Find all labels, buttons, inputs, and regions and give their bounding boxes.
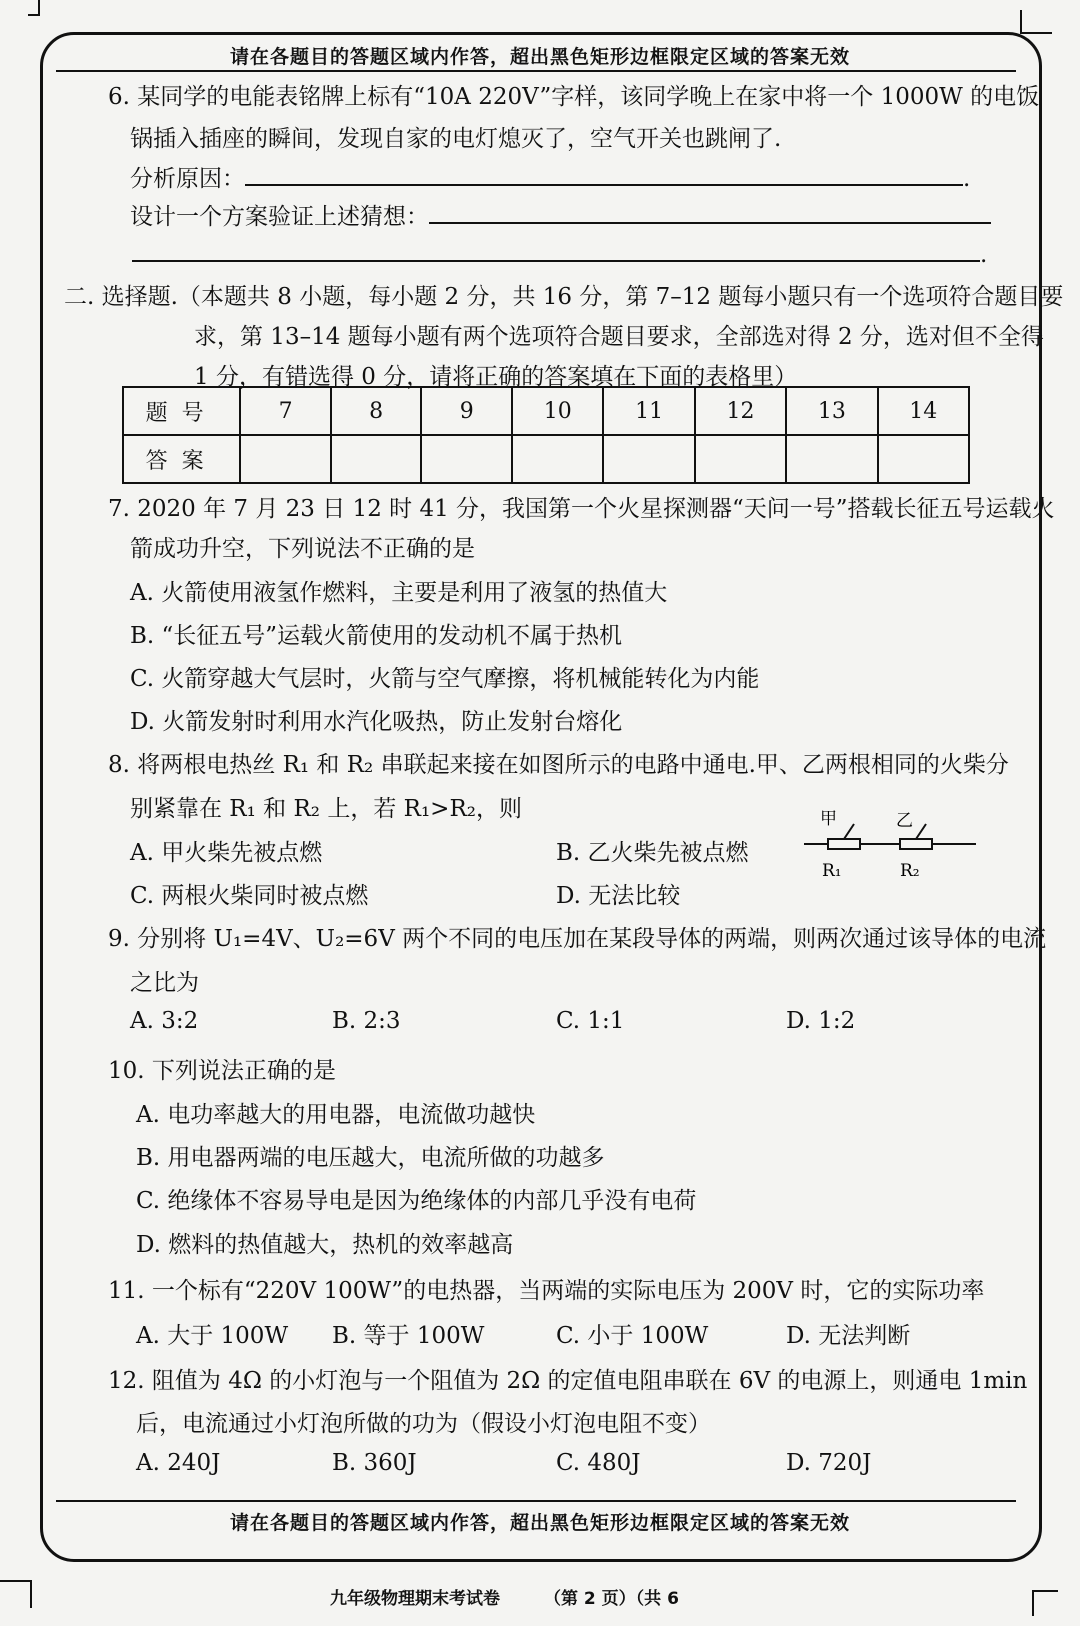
q6-design-blank-2[interactable] — [132, 238, 980, 262]
q9-option-c: C. 1:1 — [556, 1008, 625, 1034]
answer-table-number: 12 — [695, 387, 786, 435]
crop-mark-bottom-left — [0, 1580, 32, 1608]
period: . — [963, 166, 971, 192]
answer-cell[interactable] — [331, 435, 422, 483]
q11-option-b: B. 等于 100W — [332, 1323, 485, 1349]
answer-table-number: 9 — [421, 387, 512, 435]
answer-cell[interactable] — [695, 435, 786, 483]
answer-table-label-answer: 答案 — [123, 435, 240, 483]
answer-table-number: 14 — [878, 387, 969, 435]
q11-option-d: D. 无法判断 — [786, 1323, 911, 1349]
section2-line-3: 1 分，有错选得 0 分，请将正确的答案填在下面的表格里） — [194, 364, 798, 390]
answer-table-number: 10 — [512, 387, 603, 435]
q10-option-c: C. 绝缘体不容易导电是因为绝缘体的内部几乎没有电荷 — [136, 1188, 697, 1214]
q6-prompt-design-label: 设计一个方案验证上述猜想： — [130, 204, 429, 230]
q6-design-blank[interactable] — [429, 200, 991, 224]
crop-mark-top-right — [1020, 10, 1052, 34]
q7-line-2: 箭成功升空，下列说法不正确的是 — [130, 536, 475, 562]
answer-table-row-answers — [123, 435, 969, 483]
q6-prompt-reason — [130, 160, 970, 193]
label-r2: R₂ — [900, 861, 920, 881]
q11-option-c: C. 小于 100W — [556, 1323, 709, 1349]
q9-option-a: A. 3:2 — [130, 1008, 199, 1034]
label-yi: 乙 — [896, 811, 913, 831]
crop-mark-bottom-right — [1032, 1590, 1058, 1616]
q9-line-2: 之比为 — [130, 970, 199, 996]
footer-page: （第 2 页）（共 6 — [544, 1589, 679, 1609]
answer-table-number: 8 — [331, 387, 422, 435]
q8-option-d: D. 无法比较 — [556, 883, 681, 909]
q12-line-2: 后，电流通过小灯泡所做的功为（假设小灯泡电阻不变） — [136, 1411, 711, 1437]
frame-top-divider — [56, 70, 1016, 72]
q11-option-a: A. 大于 100W — [136, 1323, 289, 1349]
crop-mark-top-left — [28, 0, 40, 16]
q10-option-b: B. 用电器两端的电压越大，电流所做的功越多 — [136, 1145, 605, 1171]
answer-table — [122, 386, 970, 484]
q6-extra-line — [132, 238, 987, 268]
q7-option-b: B. “长征五号”运载火箭使用的发动机不属于热机 — [130, 623, 623, 649]
q6-reason-blank[interactable] — [245, 162, 963, 186]
notice-bottom: 请在各题目的答题区域内作答，超出黑色矩形边框限定区域的答案无效 — [229, 1512, 850, 1534]
q8-option-c: C. 两根火柴同时被点燃 — [130, 883, 369, 909]
match-jia — [844, 824, 854, 839]
resistor-r2 — [900, 839, 932, 849]
q9-line-1: 9. 分别将 U₁=4V、U₂=6V 两个不同的电压加在某段导体的两端，则两次通过该导体的电流 — [108, 926, 1047, 952]
page-footer — [330, 1584, 723, 1609]
label-jia: 甲 — [820, 809, 837, 829]
q7-option-a: A. 火箭使用液氢作燃料，主要是利用了液氢的热值大 — [130, 580, 668, 606]
q8-circuit-figure — [800, 808, 980, 888]
q8-line-1: 8. 将两根电热丝 R₁ 和 R₂ 串联起来接在如图所示的电路中通电.甲、乙两根相同的火柴分 — [108, 752, 1009, 778]
label-r1: R₁ — [822, 861, 842, 881]
answer-table-row-numbers — [123, 387, 969, 435]
answer-cell[interactable] — [240, 435, 331, 483]
q12-line-1: 12. 阻值为 4Ω 的小灯泡与一个阻值为 2Ω 的定值电阻串联在 6V 的电源上，则通电 1min — [108, 1368, 1028, 1394]
q12-option-c: C. 480J — [556, 1450, 641, 1476]
q7-option-d: D. 火箭发射时利用水汽化吸热，防止发射台熔化 — [130, 709, 623, 735]
frame-bottom-divider — [56, 1500, 1016, 1502]
q7-option-c: C. 火箭穿越大气层时，火箭与空气摩擦，将机械能转化为内能 — [130, 666, 760, 692]
section2-line-1: 二. 选择题.（本题共 8 小题，每小题 2 分，共 16 分，第 7–12 题每小题只有一个选项符合题目要 — [64, 284, 1064, 310]
q8-line-2: 别紧靠在 R₁ 和 R₂ 上，若 R₁>R₂，则 — [130, 796, 522, 822]
resistor-r1 — [828, 839, 860, 849]
q8-option-b: B. 乙火柴先被点燃 — [556, 840, 749, 866]
q12-option-a: A. 240J — [136, 1450, 221, 1476]
answer-cell[interactable] — [603, 435, 694, 483]
q12-option-b: B. 360J — [332, 1450, 417, 1476]
notice-top: 请在各题目的答题区域内作答，超出黑色矩形边框限定区域的答案无效 — [229, 46, 850, 68]
answer-cell[interactable] — [878, 435, 969, 483]
period: . — [980, 242, 988, 268]
match-yi — [916, 824, 926, 839]
answer-table-number: 13 — [786, 387, 877, 435]
q10-line-1: 10. 下列说法正确的是 — [108, 1058, 336, 1084]
q11-line-1: 11. 一个标有“220V 100W”的电热器，当两端的实际电压为 200V 时，它的实际功率 — [108, 1278, 985, 1304]
q9-option-b: B. 2:3 — [332, 1008, 401, 1034]
answer-table-number: 7 — [240, 387, 331, 435]
q7-line-1: 7. 2020 年 7 月 23 日 12 时 41 分，我国第一个火星探测器“天问一号”搭载长征五号运载火 — [108, 496, 1055, 522]
answer-cell[interactable] — [512, 435, 603, 483]
q6-prompt-design — [130, 198, 991, 231]
q10-option-a: A. 电功率越大的用电器，电流做功越快 — [136, 1102, 536, 1128]
q6-prompt-reason-label: 分析原因： — [130, 166, 245, 192]
answer-cell[interactable] — [421, 435, 512, 483]
answer-cell[interactable] — [786, 435, 877, 483]
answer-table-number: 11 — [603, 387, 694, 435]
answer-table-label-number: 题号 — [123, 387, 240, 435]
q6-line-2: 锅插入插座的瞬间，发现自家的电灯熄灭了，空气开关也跳闸了. — [130, 126, 782, 152]
footer-title: 九年级物理期末考试卷 — [330, 1589, 500, 1609]
q12-option-d: D. 720J — [786, 1450, 872, 1476]
q9-option-d: D. 1:2 — [786, 1008, 856, 1034]
q8-option-a: A. 甲火柴先被点燃 — [130, 840, 323, 866]
q6-line-1: 6. 某同学的电能表铭牌上标有“10A 220V”字样，该同学晚上在家中将一个 1000W 的电饭 — [108, 84, 1040, 110]
q10-option-d: D. 燃料的热值越大，热机的效率越高 — [136, 1232, 514, 1258]
section2-line-2: 求，第 13–14 题每小题有两个选项符合题目要求，全部选对得 2 分，选对但不全得 — [194, 324, 1044, 350]
